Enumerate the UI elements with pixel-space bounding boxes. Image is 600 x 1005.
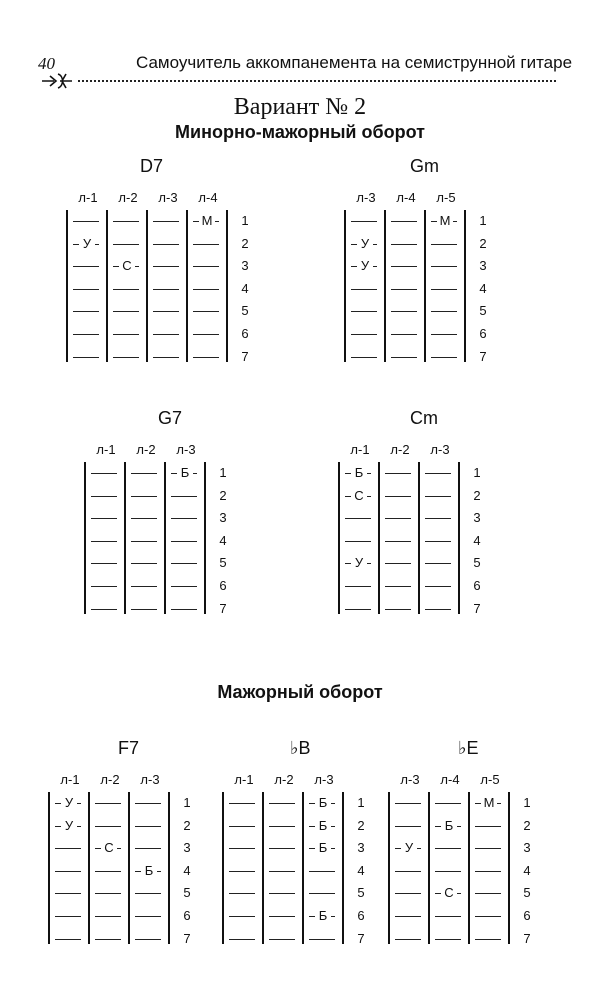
string-label: л-4 <box>198 190 218 205</box>
string-segment <box>95 871 121 872</box>
string-segment <box>91 518 117 519</box>
string-segment <box>395 826 421 827</box>
string-segment <box>435 871 461 872</box>
row-number: 7 <box>523 930 531 946</box>
row-number: 4 <box>523 862 531 878</box>
finger-mark: У <box>61 796 77 809</box>
string-segment <box>475 893 501 894</box>
chord-name: Gm <box>410 156 439 176</box>
string-segment <box>113 357 139 358</box>
string-segment <box>395 939 421 940</box>
chord-name: D7 <box>140 156 164 176</box>
string-segment <box>193 311 219 312</box>
fret-line <box>302 792 304 944</box>
string-segment <box>351 357 377 358</box>
finger-mark: М <box>199 214 215 227</box>
string-segment <box>171 586 197 587</box>
string-segment <box>425 609 451 610</box>
finger-mark: С <box>441 886 457 899</box>
finger-mark: У <box>357 259 373 272</box>
variant-title: Вариант № 2 <box>233 94 367 120</box>
string-segment <box>193 244 219 245</box>
fret-line <box>66 210 68 362</box>
fret-line <box>468 792 470 944</box>
row-number: 3 <box>241 258 249 274</box>
string-segment <box>95 803 121 804</box>
string-label: л-3 <box>158 190 178 205</box>
row-number: 3 <box>357 840 365 856</box>
string-segment <box>309 939 335 940</box>
string-segment <box>229 916 255 917</box>
chord-diagram <box>84 442 234 622</box>
row-number: 1 <box>241 213 249 228</box>
string-segment <box>91 473 117 474</box>
string-label: л-5 <box>436 190 456 205</box>
string-segment <box>229 939 255 940</box>
row-number: 3 <box>473 510 481 526</box>
string-segment <box>425 541 451 542</box>
chord-name: ♭E <box>458 738 479 758</box>
string-segment <box>73 334 99 335</box>
chord-diagram <box>338 442 488 622</box>
string-segment <box>193 289 219 290</box>
section-title-minor-major: Минорно-мажорный оборот <box>175 122 425 142</box>
string-label: л-2 <box>100 772 120 787</box>
string-label: л-3 <box>400 772 420 787</box>
chord-diagram <box>388 772 538 952</box>
string-segment <box>395 893 421 894</box>
row-number: 3 <box>219 510 227 526</box>
string-label: л-1 <box>350 442 370 457</box>
string-segment <box>171 496 197 497</box>
row-number: 4 <box>357 862 365 878</box>
string-segment <box>345 586 371 587</box>
finger-mark: М <box>481 796 497 809</box>
fret-line <box>124 462 126 614</box>
row-number: 4 <box>473 532 481 548</box>
string-segment <box>73 266 99 267</box>
string-segment <box>135 893 161 894</box>
string-segment <box>385 586 411 587</box>
string-label: л-3 <box>314 772 334 787</box>
row-number: 6 <box>357 908 365 923</box>
string-segment <box>153 221 179 222</box>
row-number: 1 <box>473 465 481 480</box>
finger-mark: Б <box>351 466 367 479</box>
chord-diagram <box>66 190 256 370</box>
row-number: 4 <box>183 862 191 878</box>
string-segment <box>425 563 451 564</box>
chord-name: G7 <box>158 408 183 428</box>
string-segment <box>135 848 161 849</box>
page-number: 40 <box>38 54 55 73</box>
string-segment <box>435 803 461 804</box>
fret-line <box>106 210 108 362</box>
string-segment <box>385 609 411 610</box>
fret-line <box>458 462 460 614</box>
string-segment <box>131 609 157 610</box>
string-label: л-2 <box>136 442 156 457</box>
row-number: 2 <box>241 235 249 251</box>
string-segment <box>73 221 99 222</box>
string-segment <box>193 266 219 267</box>
string-segment <box>95 916 121 917</box>
finger-mark: Б <box>441 819 457 832</box>
string-segment <box>91 609 117 610</box>
string-label: л-3 <box>356 190 376 205</box>
string-segment <box>91 563 117 564</box>
string-label: л-2 <box>274 772 294 787</box>
finger-mark: Б <box>315 796 331 809</box>
string-segment <box>55 939 81 940</box>
string-segment <box>391 266 417 267</box>
fret-line <box>84 462 86 614</box>
fret-line <box>378 462 380 614</box>
fret-line <box>428 792 430 944</box>
string-segment <box>385 496 411 497</box>
row-number: 6 <box>473 578 481 593</box>
row-number: 2 <box>473 487 481 503</box>
string-segment <box>131 496 157 497</box>
string-segment <box>95 939 121 940</box>
ornament-icon <box>40 70 74 92</box>
row-number: 4 <box>241 280 249 296</box>
string-segment <box>135 803 161 804</box>
row-number: 5 <box>479 303 487 319</box>
string-label: л-2 <box>118 190 138 205</box>
string-label: л-1 <box>96 442 116 457</box>
string-segment <box>73 357 99 358</box>
row-number: 2 <box>219 487 227 503</box>
string-segment <box>431 311 457 312</box>
string-segment <box>425 473 451 474</box>
string-segment <box>95 893 121 894</box>
finger-mark: У <box>61 819 77 832</box>
fret-line <box>164 462 166 614</box>
finger-mark: Б <box>315 819 331 832</box>
row-number: 5 <box>219 555 227 571</box>
string-segment <box>229 803 255 804</box>
row-number: 3 <box>183 840 191 856</box>
string-segment <box>351 289 377 290</box>
string-segment <box>153 334 179 335</box>
string-segment <box>269 939 295 940</box>
string-segment <box>395 871 421 872</box>
string-segment <box>391 357 417 358</box>
string-segment <box>73 311 99 312</box>
row-number: 5 <box>183 885 191 901</box>
string-label: л-1 <box>60 772 80 787</box>
string-segment <box>73 289 99 290</box>
row-number: 7 <box>241 348 249 364</box>
chord-diagram <box>222 772 372 952</box>
string-segment <box>91 541 117 542</box>
fret-line <box>344 210 346 362</box>
string-segment <box>131 518 157 519</box>
string-label: л-4 <box>396 190 416 205</box>
string-segment <box>131 563 157 564</box>
string-segment <box>391 289 417 290</box>
fret-line <box>262 792 264 944</box>
row-number: 5 <box>357 885 365 901</box>
string-segment <box>425 586 451 587</box>
string-segment <box>131 541 157 542</box>
row-number: 6 <box>523 908 531 923</box>
row-number: 2 <box>183 817 191 833</box>
string-segment <box>391 244 417 245</box>
section-title-major: Мажорный оборот <box>217 682 383 702</box>
string-segment <box>153 244 179 245</box>
string-segment <box>431 289 457 290</box>
string-segment <box>171 518 197 519</box>
string-segment <box>113 334 139 335</box>
string-segment <box>431 266 457 267</box>
string-segment <box>269 848 295 849</box>
string-segment <box>475 848 501 849</box>
fret-line <box>204 462 206 614</box>
string-segment <box>113 289 139 290</box>
fret-line <box>418 462 420 614</box>
string-segment <box>351 311 377 312</box>
fret-line <box>48 792 50 944</box>
string-segment <box>269 871 295 872</box>
row-number: 6 <box>241 326 249 341</box>
string-segment <box>131 586 157 587</box>
chord-name: F7 <box>118 738 140 758</box>
string-segment <box>95 826 121 827</box>
string-segment <box>269 803 295 804</box>
string-segment <box>351 334 377 335</box>
fret-line <box>508 792 510 944</box>
string-segment <box>55 916 81 917</box>
string-segment <box>395 916 421 917</box>
string-label: л-2 <box>390 442 410 457</box>
finger-mark: Б <box>141 864 157 877</box>
string-segment <box>475 916 501 917</box>
string-segment <box>345 518 371 519</box>
string-segment <box>113 221 139 222</box>
string-segment <box>153 289 179 290</box>
string-segment <box>431 357 457 358</box>
string-segment <box>229 848 255 849</box>
fret-line <box>128 792 130 944</box>
string-segment <box>153 311 179 312</box>
row-number: 1 <box>357 795 365 810</box>
string-segment <box>351 221 377 222</box>
fret-line <box>384 210 386 362</box>
finger-mark: С <box>119 259 135 272</box>
row-number: 4 <box>219 532 227 548</box>
string-segment <box>395 803 421 804</box>
fret-line <box>88 792 90 944</box>
string-label: л-3 <box>176 442 196 457</box>
row-number: 3 <box>479 258 487 274</box>
string-segment <box>475 826 501 827</box>
string-segment <box>171 541 197 542</box>
string-segment <box>131 473 157 474</box>
string-segment <box>113 244 139 245</box>
finger-mark: Б <box>177 466 193 479</box>
string-segment <box>431 244 457 245</box>
string-segment <box>391 334 417 335</box>
string-label: л-3 <box>430 442 450 457</box>
string-segment <box>91 496 117 497</box>
fret-line <box>388 792 390 944</box>
string-label: л-1 <box>78 190 98 205</box>
string-segment <box>309 871 335 872</box>
string-segment <box>309 893 335 894</box>
string-segment <box>435 916 461 917</box>
string-segment <box>55 848 81 849</box>
string-segment <box>435 848 461 849</box>
row-number: 6 <box>219 578 227 593</box>
string-segment <box>193 357 219 358</box>
fret-line <box>226 210 228 362</box>
fret-line <box>464 210 466 362</box>
row-number: 6 <box>183 908 191 923</box>
fret-line <box>168 792 170 944</box>
finger-mark: М <box>437 214 453 227</box>
chord-diagram <box>344 190 494 370</box>
row-number: 3 <box>523 840 531 856</box>
chord-name: ♭B <box>290 738 311 758</box>
row-number: 7 <box>219 600 227 616</box>
row-number: 1 <box>183 795 191 810</box>
string-segment <box>269 916 295 917</box>
string-label: л-5 <box>480 772 500 787</box>
row-number: 2 <box>523 817 531 833</box>
string-segment <box>385 518 411 519</box>
string-segment <box>435 939 461 940</box>
finger-mark: У <box>401 841 417 854</box>
string-segment <box>135 826 161 827</box>
string-segment <box>153 266 179 267</box>
finger-mark: Б <box>315 909 331 922</box>
row-number: 4 <box>479 280 487 296</box>
string-segment <box>425 496 451 497</box>
string-segment <box>345 541 371 542</box>
running-head: Самоучитель аккомпанемента на семиструнной гитаре <box>136 53 573 72</box>
string-segment <box>153 357 179 358</box>
string-segment <box>391 311 417 312</box>
row-number: 5 <box>241 303 249 319</box>
fret-line <box>342 792 344 944</box>
finger-mark: У <box>79 237 95 250</box>
string-segment <box>229 871 255 872</box>
row-number: 1 <box>523 795 531 810</box>
fret-line <box>222 792 224 944</box>
string-segment <box>475 939 501 940</box>
string-segment <box>385 541 411 542</box>
string-segment <box>391 221 417 222</box>
chord-diagram <box>48 772 198 952</box>
string-segment <box>475 871 501 872</box>
row-number: 1 <box>219 465 227 480</box>
string-label: л-1 <box>234 772 254 787</box>
finger-mark: С <box>101 841 117 854</box>
fret-line <box>146 210 148 362</box>
fret-line <box>424 210 426 362</box>
string-segment <box>229 893 255 894</box>
row-number: 1 <box>479 213 487 228</box>
chord-name: Cm <box>410 408 438 428</box>
string-segment <box>385 563 411 564</box>
string-segment <box>229 826 255 827</box>
string-segment <box>269 893 295 894</box>
row-number: 7 <box>473 600 481 616</box>
finger-mark: Б <box>315 841 331 854</box>
fret-line <box>338 462 340 614</box>
string-segment <box>135 916 161 917</box>
string-segment <box>171 609 197 610</box>
row-number: 2 <box>479 235 487 251</box>
string-label: л-4 <box>440 772 460 787</box>
string-segment <box>193 334 219 335</box>
finger-mark: С <box>351 489 367 502</box>
fret-line <box>186 210 188 362</box>
finger-mark: У <box>351 556 367 569</box>
string-segment <box>135 939 161 940</box>
header-rule <box>78 80 556 82</box>
string-segment <box>55 871 81 872</box>
row-number: 7 <box>357 930 365 946</box>
string-segment <box>269 826 295 827</box>
string-segment <box>385 473 411 474</box>
finger-mark: У <box>357 237 373 250</box>
string-segment <box>431 334 457 335</box>
row-number: 5 <box>523 885 531 901</box>
string-segment <box>91 586 117 587</box>
row-number: 2 <box>357 817 365 833</box>
row-number: 7 <box>479 348 487 364</box>
string-segment <box>345 609 371 610</box>
string-segment <box>113 311 139 312</box>
row-number: 5 <box>473 555 481 571</box>
string-segment <box>171 563 197 564</box>
string-label: л-3 <box>140 772 160 787</box>
string-segment <box>55 893 81 894</box>
row-number: 7 <box>183 930 191 946</box>
row-number: 6 <box>479 326 487 341</box>
string-segment <box>425 518 451 519</box>
